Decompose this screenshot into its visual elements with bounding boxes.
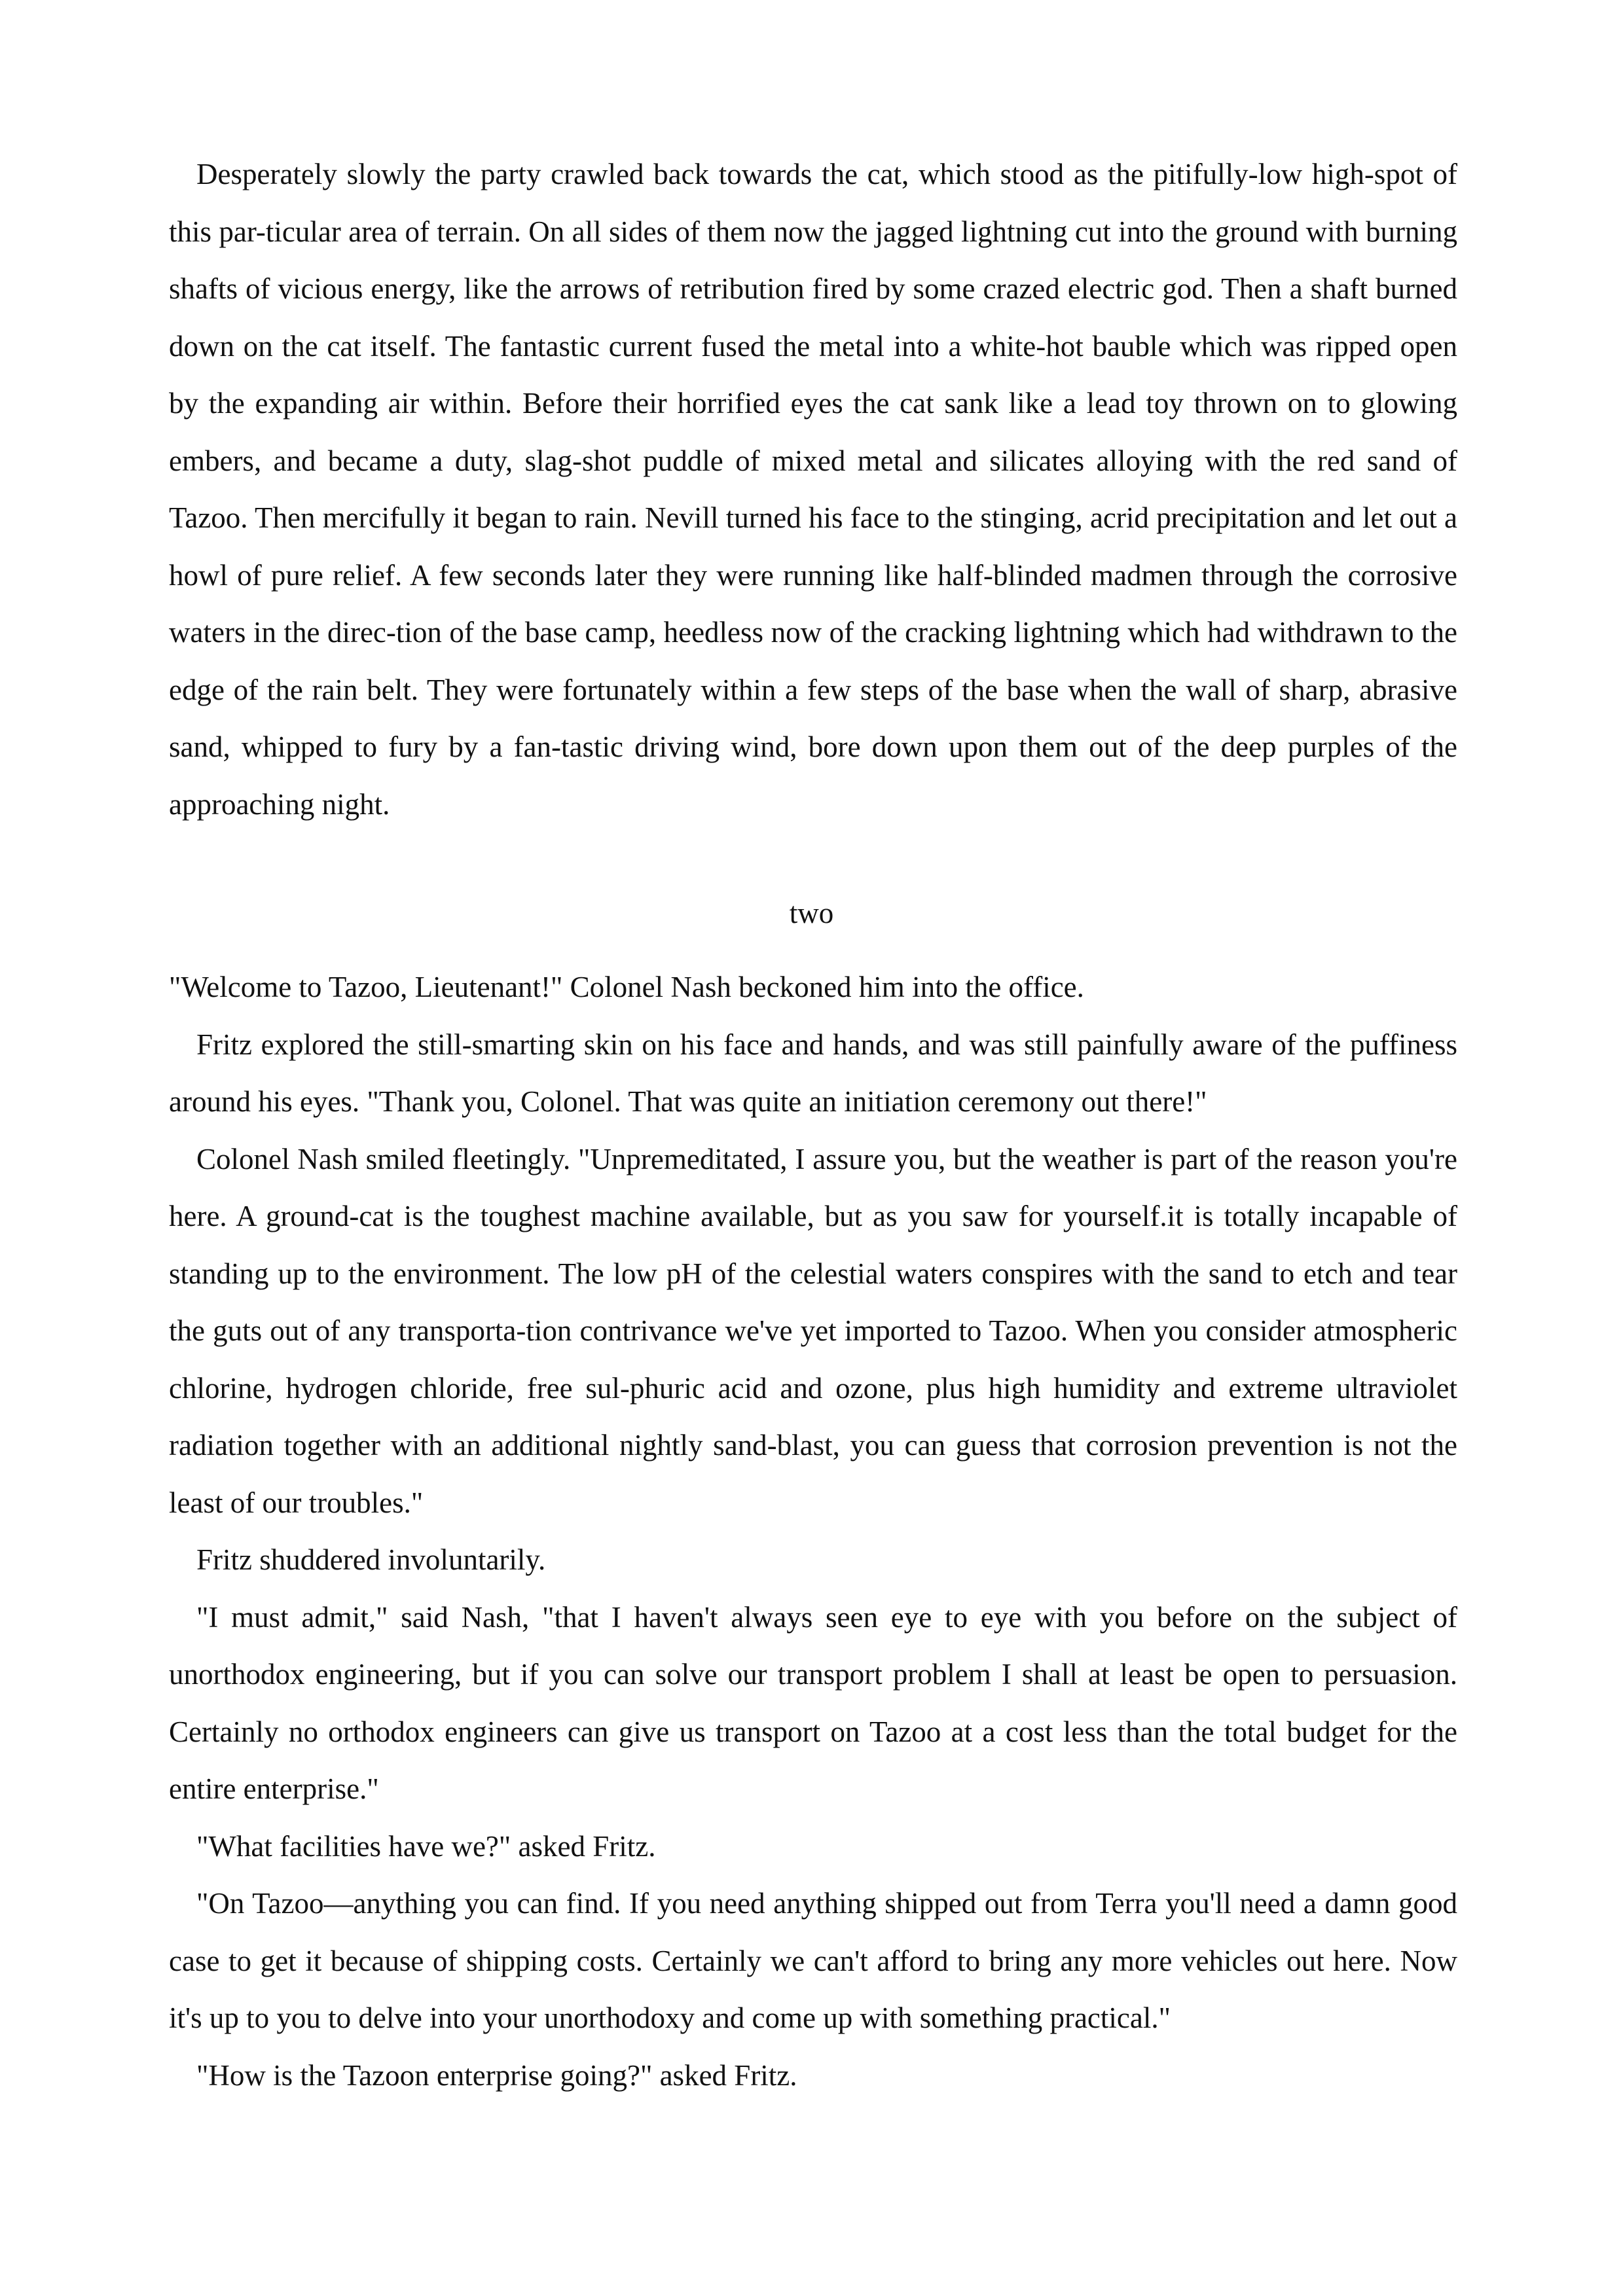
chapter-heading: two (789, 897, 834, 929)
paragraph-storm-escape: Desperately slowly the party crawled back towards the cat, which stood as the pitifully-low high-spot of this par-ticular area of terrain. On all sides of them now the jagged lightning cut into the ground with burning shafts of vicious energy, like the arrows of retribution fired by some crazed electric god. Then a shaft burned down on the cat itself. The fantastic current fused the metal into a white-hot bauble which was ripped open by the expanding air within. Before their horrified eyes the cat sank like a lead toy thrown on to glowing embers, and became a duty, slag-shot puddle of mixed metal and silicates alloying with the red sand of Tazoo. Then mercifully it began to rain. Nevill turned his face to the stinging, acrid precipitation and let out a howl of pure relief. A few seconds later they were running like half-blinded madmen through the corrosive waters in the direc-tion of the base camp, heedless now of the cracking lightning which had withdrawn to the edge of the rain belt. They were fortunately within a few steps of the base when the wall of sharp, abrasive sand, whipped to fury by a fan-tastic driving wind, bore down upon them out of the deep purples of the approaching night. (169, 158, 1457, 821)
paragraph-nash-unorthodox: "I must admit," said Nash, "that I haven't always seen eye to eye with you before on the subject of unorthodox engineering, but if you can solve our transport problem I shall at least be open to persuasion. Certainly no orthodox engineers can give us transport on Tazoo at a cost less than the total budget for the entire enterprise." (169, 1600, 1457, 1805)
section-one-text (169, 146, 1457, 833)
section-two-text (169, 959, 1457, 2104)
paragraph-nash-weather: Colonel Nash smiled fleetingly. "Unpremeditated, I assure you, but the weather is part of the reason you're here. A ground-cat is the toughest machine available, but as you saw for yourself.it is totally incapable of standing up to the environment. The low pH of the celestial waters conspires with the sand to etch and tear the guts out of any transporta-tion contrivance we've yet imported to Tazoo. When you consider atmospheric chlorine, hydrogen chloride, free sul-phuric acid and ozone, plus high humidity and extreme ultraviolet radiation together with an additional nightly sand-blast, you can guess that corrosion prevention is not the least of our troubles." (169, 1142, 1457, 1519)
paragraph-fritz-shudder: Fritz shuddered involuntarily. (196, 1543, 546, 1576)
paragraph-nash-facilities: "On Tazoo—anything you can find. If you need anything shipped out from Terra you'll need a damn good case to get it because of shipping costs. Certainly we can't afford to bring any more vehicles out here. Now it's up to you to delve into your unorthodoxy and come up with something practical." (169, 1887, 1457, 2034)
paragraph-fritz-initiation: Fritz explored the still-smarting skin on his face and hands, and was still painfully aware of the puffiness around his eyes. "Thank you, Colonel. That was quite an initiation ceremony out there!" (169, 1028, 1457, 1118)
paragraph-welcome: "Welcome to Tazoo, Lieutenant!" Colonel Nash beckoned him into the office. (169, 971, 1084, 1003)
paragraph-facilities-question: "What facilities have we?" asked Fritz. (196, 1829, 656, 1863)
paragraph-enterprise-question: "How is the Tazoon enterprise going?" asked Fritz. (196, 2058, 797, 2092)
